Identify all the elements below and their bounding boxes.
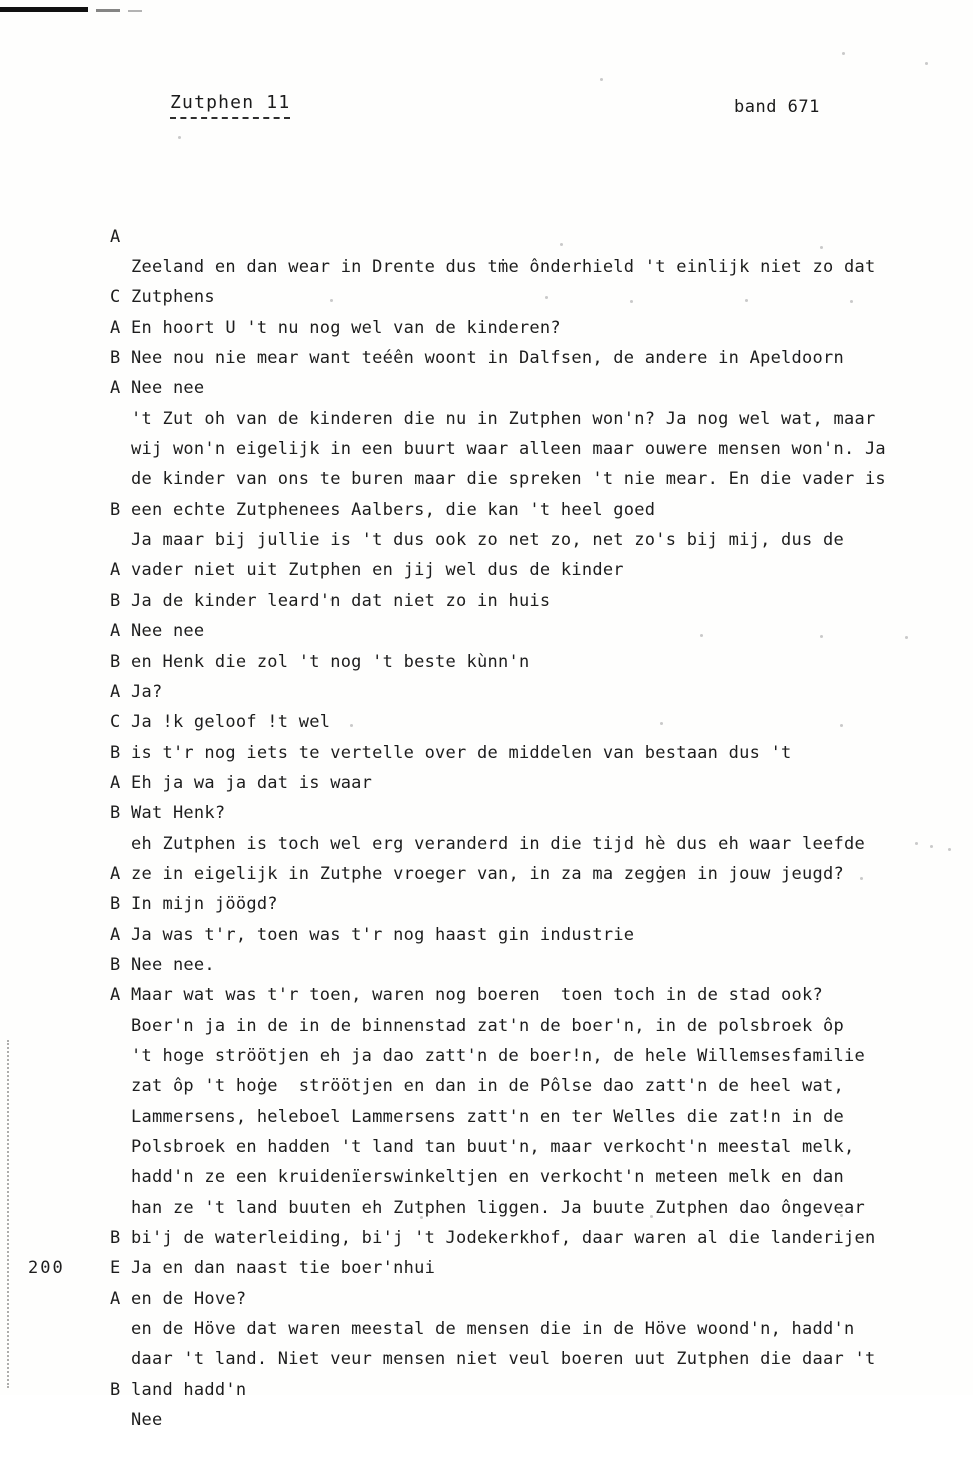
- line-text: Boer'n ja in de in de binnenstad zat'n de boer'n, in de polsbroek ôp: [131, 1015, 844, 1036]
- line-text: en Henk die zol 't nog 't beste kùnn'n: [131, 651, 530, 672]
- line-text: Nee nee: [131, 621, 205, 642]
- line-text: Zutphens: [131, 287, 215, 308]
- line-text: In mijn jöögd?: [131, 894, 278, 915]
- line-text: Ja en dan naast tie boer'nhui: [131, 1258, 436, 1279]
- scan-speck: [600, 78, 603, 81]
- transcript-line: [0, 161, 973, 278]
- scan-speck: [925, 62, 928, 65]
- line-text: zat ôp 't hoġe ströötjen en dan in de Pôlse dao zatt'n de heel wat,: [131, 1076, 844, 1097]
- line-text: bi'j de waterleiding, bi'j 't Jodekerkhof, daar waren al die landerijen: [131, 1228, 876, 1249]
- speaker-label: E: [110, 1258, 121, 1279]
- speaker-label: C: [110, 712, 121, 733]
- speaker-label: A: [110, 621, 121, 642]
- line-text: wij won'n eigelijk in een buurt waar alleen maar ouwere mensen won'n. Ja: [131, 439, 886, 460]
- line-text: Maar wat was t'r toen, waren nog boeren toen toch in de stad ook?: [131, 985, 824, 1006]
- line-text: Nee: [131, 1410, 163, 1431]
- line-text: is t'r nog iets te vertelle over de middelen van bestaan dus 't: [131, 742, 792, 763]
- line-text: En hoort U 't nu nog wel van de kinderen?: [131, 317, 561, 338]
- speaker-label: C: [110, 287, 121, 308]
- speaker-label: B: [110, 499, 121, 520]
- line-text: 't Zut oh van de kinderen die nu in Zutphen won'n? Ja nog wel wat, maar: [131, 408, 876, 429]
- line-text: Ja de kinder leard'n dat niet zo in huis: [131, 590, 551, 611]
- speaker-label: A: [110, 317, 121, 338]
- line-text: Lammersens, heleboel Lammersens zatt'n en ter Welles die zat!n in de: [131, 1106, 844, 1127]
- scan-edge-dash: [128, 10, 142, 12]
- speaker-label: A: [110, 863, 121, 884]
- line-text: de kinder van ons te buren maar die spreken 't nie mear. En die vader is: [131, 469, 886, 490]
- speaker-label: A: [110, 681, 121, 702]
- page-title: Zutphen 11: [170, 92, 290, 119]
- line-text: Wat Henk?: [131, 803, 226, 824]
- line-text: han ze 't land buuten eh Zutphen liggen. Ja buute Zutphen dao ôngevear: [131, 1197, 865, 1218]
- speaker-label: B: [110, 651, 121, 672]
- line-text: en de Hove?: [131, 1288, 247, 1309]
- transcript: [0, 161, 973, 1431]
- line-text: hadd'n ze een kruidenïerswinkeltjen en verkocht'n meteen melk en dan: [131, 1167, 844, 1188]
- speaker-label: B: [110, 1228, 121, 1249]
- line-text: Ja was t'r, toen was t'r nog haast gin industrie: [131, 924, 635, 945]
- band-number: band 671: [734, 97, 820, 117]
- line-text: en de Höve dat waren meestal de mensen die in de Höve woond'n, hadd'n: [131, 1319, 855, 1340]
- line-text: Nee nou nie mear want teéên woont in Dalfsen, de andere in Apeldoorn: [131, 348, 844, 369]
- line-text: 't hoge ströötjen eh ja dao zatt'n de boer!n, de hele Willemsesfamilie: [131, 1045, 865, 1066]
- speaker-label: B: [110, 894, 121, 915]
- speaker-label: B: [110, 803, 121, 824]
- scan-speck: [178, 136, 181, 139]
- speaker-label: B: [110, 1379, 121, 1400]
- speaker-label: B: [110, 590, 121, 611]
- speaker-label: A: [110, 772, 121, 793]
- speaker-label: B: [110, 348, 121, 369]
- line-text: ze in eigelijk in Zutphe vroeger van, in za ma zegġen in jouw jeugd?: [131, 863, 844, 884]
- line-number: 200: [28, 1258, 65, 1279]
- speaker-label: A: [110, 1288, 121, 1309]
- scan-edge-mark: [0, 7, 88, 12]
- line-text: Nee nee: [131, 378, 205, 399]
- line-text: Nee nee.: [131, 954, 215, 975]
- speaker-label: A: [110, 985, 121, 1006]
- line-text: Ja?: [131, 681, 163, 702]
- line-text: land hadd'n: [131, 1379, 247, 1400]
- line-text: eh Zutphen is toch wel erg veranderd in die tijd hè dus eh waar leefde: [131, 833, 865, 854]
- line-text: Ja !k geloof !t wel: [131, 712, 331, 733]
- scan-speck: [842, 52, 845, 55]
- line-text: een echte Zutphenees Aalbers, die kan 't heel goed: [131, 499, 656, 520]
- speaker-label: A: [110, 560, 121, 581]
- line-text: daar 't land. Niet veur mensen niet veul boeren uut Zutphen die daar 't: [131, 1349, 876, 1370]
- line-text: Ja maar bij jullie is 't dus ook zo net zo, net zo's bij mij, dus de: [131, 530, 844, 551]
- line-text: Polsbroek en hadden 't land tan buut'n, maar verkocht'n meestal melk,: [131, 1137, 855, 1157]
- speaker-label: A: [110, 924, 121, 945]
- scan-edge-dash: [96, 9, 120, 12]
- line-text: Eh ja wa ja dat is waar: [131, 772, 373, 793]
- line-text: vader niet uit Zutphen en jij wel dus de kinder: [131, 560, 624, 581]
- speaker-label: B: [110, 742, 121, 763]
- line-text: Zeeland en dan wear in Drente dus tṁe ônderhield 't einlijk niet zo dat: [131, 257, 876, 278]
- speaker-label: B: [110, 954, 121, 975]
- speaker-label: A: [110, 378, 121, 399]
- speaker-label: A: [110, 226, 121, 247]
